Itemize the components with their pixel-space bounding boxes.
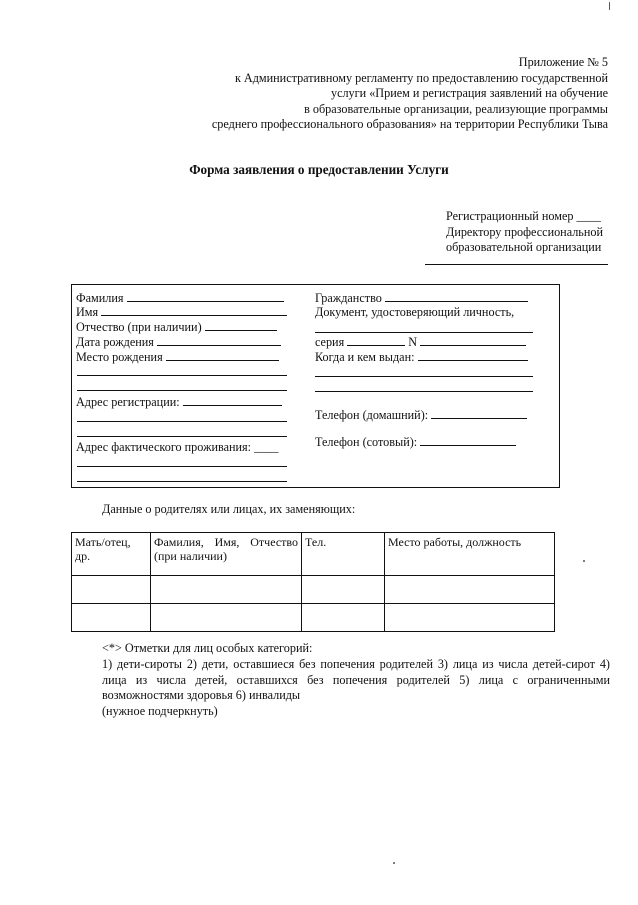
reg-address-input-line[interactable] (183, 395, 282, 406)
name-input-line[interactable] (101, 305, 287, 316)
parents-table-header-row (72, 533, 555, 576)
table-row (72, 576, 555, 604)
signature-line[interactable] (425, 264, 608, 265)
column-header: Фамилия, Имя, Отчество (при наличии) (151, 533, 302, 576)
director-line: образовательной организации (446, 240, 602, 254)
id-document-label: Документ, удостоверяющий личность, (315, 305, 515, 319)
registration-number-label: Регистрационный номер ____ (446, 209, 601, 223)
director-line: Директору профессиональной (446, 224, 604, 239)
notes-separator: -------------------------------- (102, 626, 177, 637)
name-field[interactable] (76, 305, 287, 319)
birth-place-label: Место рождения (76, 350, 163, 364)
notes-instruction: (нужное подчеркнуть) (102, 704, 218, 718)
home-phone-label: Телефон (домашний): (315, 408, 429, 422)
parents-table (71, 532, 555, 632)
table-cell[interactable] (385, 604, 555, 632)
table-cell[interactable] (151, 576, 302, 604)
column-header: Место работы, должность (385, 533, 555, 576)
birth-date-input-line[interactable] (157, 335, 281, 346)
mobile-phone-input-line[interactable] (420, 435, 516, 446)
scan-speck (583, 560, 585, 562)
scan-speck (609, 2, 610, 10)
name-label: Имя (76, 305, 99, 319)
patronymic-field[interactable] (76, 320, 277, 334)
table-cell[interactable] (302, 576, 385, 604)
series-input-line[interactable] (347, 335, 405, 346)
issued-by-field[interactable] (315, 350, 528, 364)
blank-line[interactable] (77, 466, 287, 467)
blank-line[interactable] (77, 436, 287, 437)
column-header: Тел. (302, 533, 385, 576)
applicant-data-box (71, 284, 560, 488)
series-label: серия (315, 335, 345, 349)
surname-field[interactable] (76, 291, 284, 305)
actual-address-label: Адрес фактического проживания: ____ (76, 440, 279, 454)
number-label: N (408, 335, 418, 349)
series-number-field[interactable] (315, 335, 526, 349)
mobile-phone-field[interactable] (315, 435, 516, 449)
reg-address-label: Адрес регистрации: (76, 395, 180, 409)
birth-place-field[interactable] (76, 350, 279, 364)
surname-label: Фамилия (76, 291, 124, 305)
birth-date-label: Дата рождения (76, 335, 154, 349)
birth-place-input-line[interactable] (166, 350, 279, 361)
blank-line[interactable] (77, 421, 287, 422)
parents-section-label: Данные о родителях или лицах, их заменяющих: (102, 502, 356, 516)
blank-line[interactable] (315, 332, 533, 333)
id-document-field (315, 305, 514, 319)
reg-address-field[interactable] (76, 395, 282, 409)
issued-by-input-line[interactable] (418, 350, 528, 361)
patronymic-input-line[interactable] (205, 320, 277, 331)
blank-line[interactable] (77, 481, 287, 482)
citizenship-input-line[interactable] (385, 291, 528, 302)
scan-speck (393, 862, 395, 864)
blank-line[interactable] (77, 390, 287, 391)
number-input-line[interactable] (420, 335, 526, 346)
blank-line[interactable] (77, 375, 287, 376)
appendix-line: услуги «Прием и регистрация заявлений на обучение (330, 86, 608, 100)
blank-line[interactable] (315, 376, 533, 377)
birth-date-field[interactable] (76, 335, 281, 349)
blank-line[interactable] (315, 391, 533, 392)
citizenship-label: Гражданство (315, 291, 382, 305)
notes-title: <*> Отметки для лиц особых категорий: (102, 641, 313, 655)
registration-block (446, 209, 616, 256)
appendix-line: в образовательные организации, реализующие программы (304, 101, 608, 116)
appendix-line: к Административному регламенту по предоставлению государственной (234, 70, 608, 85)
form-title: Форма заявления о предоставлении Услуги (189, 162, 449, 177)
patronymic-label: Отчество (при наличии) (76, 320, 202, 334)
column-header: Мать/отец, др. (72, 533, 151, 576)
home-phone-input-line[interactable] (431, 408, 527, 419)
mobile-phone-label: Телефон (сотовый): (315, 435, 418, 449)
appendix-line: среднего профессионального образования» на территории Республики Тыва (211, 117, 608, 131)
appendix-line: Приложение № 5 (518, 55, 608, 69)
notes-categories: 1) дети-сироты 2) дети, оставшиеся без попечения родителей 3) лица из числа детей-сирот 4) лица из числа детей, оставшихся без попечения родителей 5) лица с ограниченными возможностями здоровья 6) инвалиды (102, 657, 610, 702)
actual-address-field[interactable] (76, 440, 278, 454)
table-cell[interactable] (302, 604, 385, 632)
citizenship-field[interactable] (315, 291, 528, 305)
table-cell[interactable] (385, 576, 555, 604)
table-cell[interactable] (72, 576, 151, 604)
issued-by-label: Когда и кем выдан: (315, 350, 415, 364)
appendix-header (168, 55, 608, 133)
home-phone-field[interactable] (315, 408, 527, 422)
surname-input-line[interactable] (127, 291, 284, 302)
